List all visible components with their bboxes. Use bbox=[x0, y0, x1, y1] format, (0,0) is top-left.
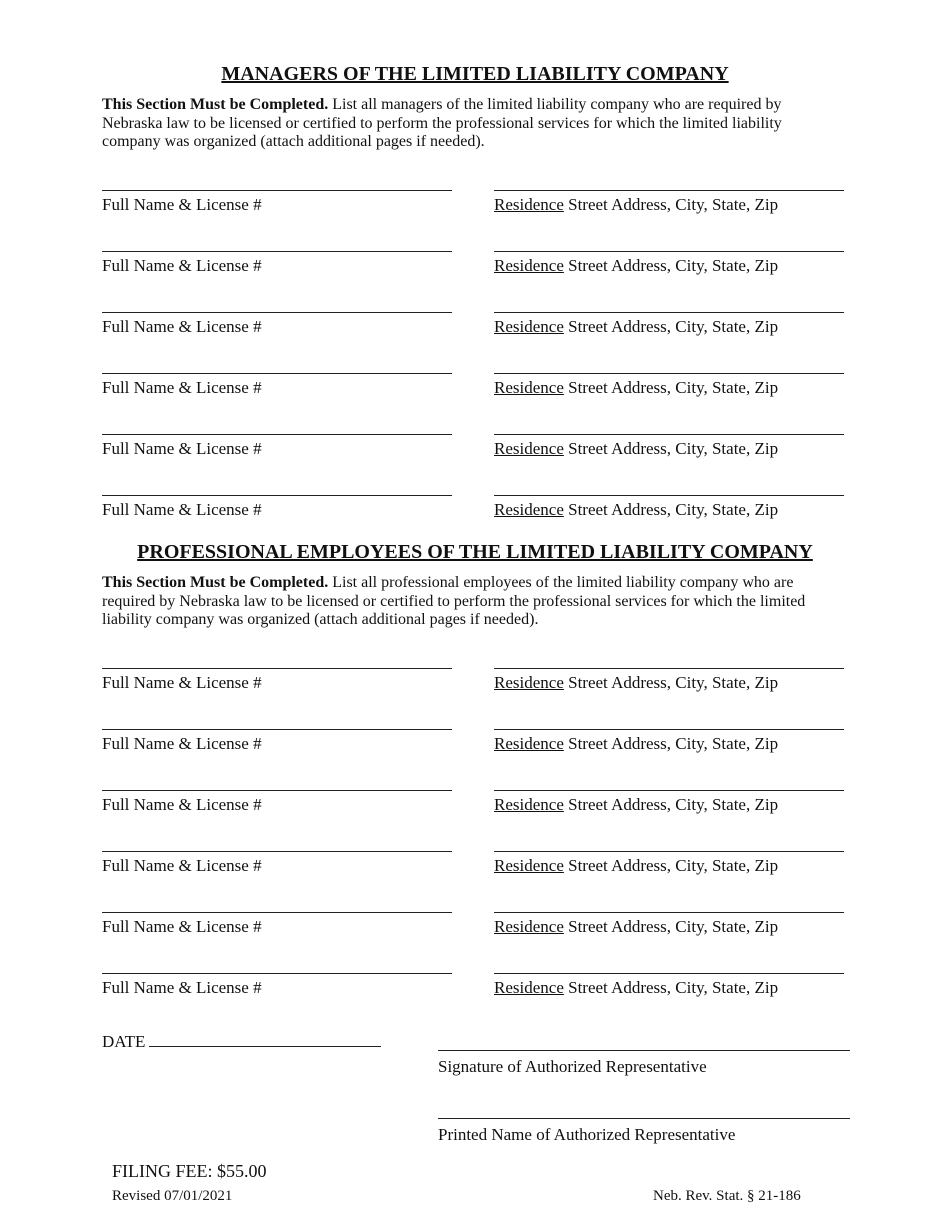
residence-word: Residence bbox=[494, 439, 564, 458]
residence-word: Residence bbox=[494, 195, 564, 214]
managers-section-title: MANAGERS OF THE LIMITED LIABILITY COMPANY bbox=[221, 63, 729, 85]
full-name-label: Full Name & License # bbox=[102, 917, 262, 936]
address-label bbox=[494, 917, 844, 937]
residence-address-field[interactable] bbox=[494, 190, 844, 215]
full-name-line[interactable] bbox=[102, 973, 452, 974]
address-line[interactable] bbox=[494, 790, 844, 791]
residence-address-field[interactable] bbox=[494, 251, 844, 276]
address-line[interactable] bbox=[494, 434, 844, 435]
address-label-rest: Street Address, City, State, Zip bbox=[563, 795, 779, 814]
full-name-label: Full Name & License # bbox=[102, 500, 262, 519]
full-name-label: Full Name & License # bbox=[102, 317, 262, 336]
full-name-label: Full Name & License # bbox=[102, 978, 262, 997]
signature-field[interactable] bbox=[438, 1050, 850, 1077]
address-label bbox=[494, 378, 844, 398]
date-label: DATE bbox=[102, 1032, 146, 1051]
address-line[interactable] bbox=[494, 668, 844, 669]
residence-address-field[interactable] bbox=[494, 373, 844, 398]
entry-row bbox=[0, 790, 950, 830]
residence-word: Residence bbox=[494, 795, 564, 814]
full-name-label: Full Name & License # bbox=[102, 256, 262, 275]
entry-row bbox=[0, 312, 950, 352]
address-label-rest: Street Address, City, State, Zip bbox=[563, 978, 779, 997]
full-name-line[interactable] bbox=[102, 790, 452, 791]
address-line[interactable] bbox=[494, 912, 844, 913]
address-label-rest: Street Address, City, State, Zip bbox=[563, 317, 779, 336]
full-name-license-field[interactable] bbox=[102, 495, 452, 520]
address-line[interactable] bbox=[494, 729, 844, 730]
full-name-line[interactable] bbox=[102, 251, 452, 252]
full-name-license-field[interactable] bbox=[102, 312, 452, 337]
residence-address-field[interactable] bbox=[494, 790, 844, 815]
employees-intro-text: List all professional employees of the limited liability company who are required by Nebraska law to be licensed or certified to perform the professional services for which the limited liability company was organized (attach additional pages if needed). bbox=[102, 574, 806, 628]
residence-word: Residence bbox=[494, 673, 564, 692]
employees-section-title: PROFESSIONAL EMPLOYEES OF THE LIMITED LIABILITY COMPANY bbox=[137, 541, 813, 563]
residence-address-field[interactable] bbox=[494, 729, 844, 754]
address-label-rest: Street Address, City, State, Zip bbox=[563, 917, 779, 936]
entry-row bbox=[0, 729, 950, 769]
full-name-label: Full Name & License # bbox=[102, 734, 262, 753]
address-label-rest: Street Address, City, State, Zip bbox=[563, 378, 779, 397]
full-name-label: Full Name & License # bbox=[102, 795, 262, 814]
printed-name-field[interactable] bbox=[438, 1118, 850, 1145]
residence-word: Residence bbox=[494, 917, 564, 936]
address-label bbox=[494, 195, 844, 215]
signature-line[interactable] bbox=[438, 1050, 850, 1051]
residence-address-field[interactable] bbox=[494, 312, 844, 337]
full-name-label: Full Name & License # bbox=[102, 439, 262, 458]
full-name-line[interactable] bbox=[102, 912, 452, 913]
entry-row bbox=[0, 190, 950, 230]
address-label-rest: Street Address, City, State, Zip bbox=[563, 195, 779, 214]
address-label bbox=[494, 734, 844, 754]
full-name-label: Full Name & License # bbox=[102, 673, 262, 692]
full-name-license-field[interactable] bbox=[102, 973, 452, 998]
full-name-license-field[interactable] bbox=[102, 912, 452, 937]
address-line[interactable] bbox=[494, 973, 844, 974]
address-line[interactable] bbox=[494, 251, 844, 252]
address-label-rest: Street Address, City, State, Zip bbox=[563, 673, 779, 692]
residence-address-field[interactable] bbox=[494, 668, 844, 693]
full-name-license-field[interactable] bbox=[102, 668, 452, 693]
full-name-line[interactable] bbox=[102, 312, 452, 313]
residence-address-field[interactable] bbox=[494, 973, 844, 998]
full-name-line[interactable] bbox=[102, 495, 452, 496]
residence-word: Residence bbox=[494, 500, 564, 519]
address-label bbox=[494, 856, 844, 876]
full-name-line[interactable] bbox=[102, 373, 452, 374]
entry-row bbox=[0, 851, 950, 891]
address-label bbox=[494, 256, 844, 276]
printed-name-label: Printed Name of Authorized Representative bbox=[438, 1125, 736, 1144]
entry-row bbox=[0, 495, 950, 535]
full-name-license-field[interactable] bbox=[102, 790, 452, 815]
full-name-license-field[interactable] bbox=[102, 851, 452, 876]
address-label bbox=[494, 500, 844, 520]
address-label bbox=[494, 317, 844, 337]
full-name-line[interactable] bbox=[102, 851, 452, 852]
residence-word: Residence bbox=[494, 978, 564, 997]
employees-intro-bold: This Section Must be Completed. bbox=[102, 574, 329, 591]
entry-row bbox=[0, 973, 950, 1013]
address-label bbox=[494, 795, 844, 815]
full-name-label: Full Name & License # bbox=[102, 195, 262, 214]
address-label bbox=[494, 673, 844, 693]
revised-date: Revised 07/01/2021 bbox=[112, 1188, 233, 1204]
address-label-rest: Street Address, City, State, Zip bbox=[563, 856, 779, 875]
full-name-line[interactable] bbox=[102, 668, 452, 669]
full-name-line[interactable] bbox=[102, 729, 452, 730]
full-name-label: Full Name & License # bbox=[102, 378, 262, 397]
address-line[interactable] bbox=[494, 495, 844, 496]
residence-word: Residence bbox=[494, 256, 564, 275]
full-name-label: Full Name & License # bbox=[102, 856, 262, 875]
full-name-license-field[interactable] bbox=[102, 729, 452, 754]
residence-word: Residence bbox=[494, 734, 564, 753]
entry-row bbox=[0, 434, 950, 474]
residence-address-field[interactable] bbox=[494, 912, 844, 937]
managers-intro-text: List all managers of the limited liability company who are required by Nebraska law to be licensed or certified to perform the professional services for which the limited liability company was organized (attach additional pages if needed). bbox=[102, 96, 782, 150]
address-label-rest: Street Address, City, State, Zip bbox=[563, 256, 779, 275]
signature-label: Signature of Authorized Representative bbox=[438, 1057, 707, 1076]
managers-intro bbox=[102, 96, 842, 152]
address-label-rest: Street Address, City, State, Zip bbox=[563, 439, 779, 458]
full-name-line[interactable] bbox=[102, 190, 452, 191]
residence-address-field[interactable] bbox=[494, 495, 844, 520]
managers-intro-bold: This Section Must be Completed. bbox=[102, 96, 329, 113]
residence-word: Residence bbox=[494, 317, 564, 336]
statute-reference: Neb. Rev. Stat. § 21-186 bbox=[653, 1188, 801, 1204]
full-name-license-field[interactable] bbox=[102, 373, 452, 398]
address-line[interactable] bbox=[494, 190, 844, 191]
filing-fee: FILING FEE: $55.00 bbox=[112, 1161, 267, 1181]
full-name-line[interactable] bbox=[102, 434, 452, 435]
full-name-license-field[interactable] bbox=[102, 434, 452, 459]
printed-name-line[interactable] bbox=[438, 1118, 850, 1119]
residence-address-field[interactable] bbox=[494, 851, 844, 876]
address-label-rest: Street Address, City, State, Zip bbox=[563, 500, 779, 519]
date-line[interactable] bbox=[149, 1032, 381, 1047]
full-name-license-field[interactable] bbox=[102, 190, 452, 215]
entry-row bbox=[0, 912, 950, 952]
address-label bbox=[494, 439, 844, 459]
residence-address-field[interactable] bbox=[494, 434, 844, 459]
full-name-license-field[interactable] bbox=[102, 251, 452, 276]
residence-word: Residence bbox=[494, 856, 564, 875]
address-line[interactable] bbox=[494, 373, 844, 374]
date-field[interactable] bbox=[102, 1032, 381, 1052]
address-label bbox=[494, 978, 844, 998]
entry-row bbox=[0, 668, 950, 708]
entry-row bbox=[0, 251, 950, 291]
entry-row bbox=[0, 373, 950, 413]
address-line[interactable] bbox=[494, 312, 844, 313]
residence-word: Residence bbox=[494, 378, 564, 397]
address-line[interactable] bbox=[494, 851, 844, 852]
address-label-rest: Street Address, City, State, Zip bbox=[563, 734, 779, 753]
employees-intro bbox=[102, 574, 842, 630]
